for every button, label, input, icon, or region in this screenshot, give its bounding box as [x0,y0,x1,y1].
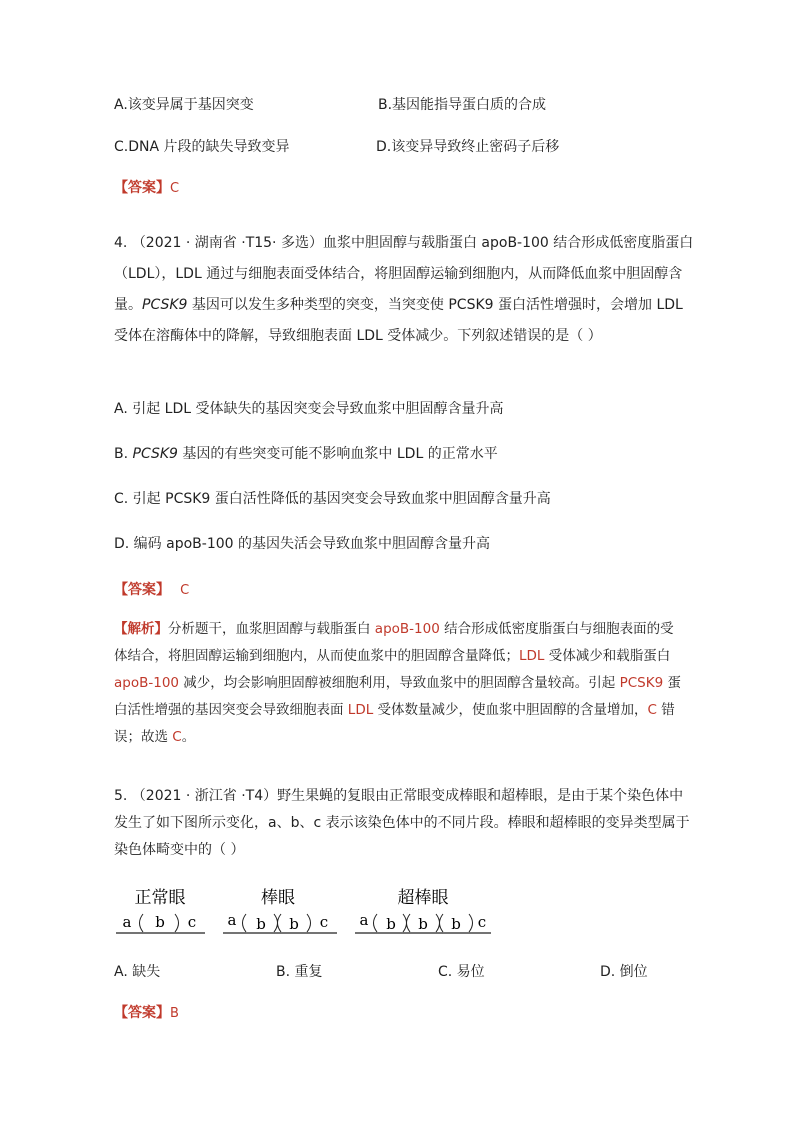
expl-highlight: C [647,702,657,718]
expl-text: 蛋 [663,675,681,691]
segment-label: a [359,911,369,929]
q4-option-b [114,444,498,464]
segment-divider [307,914,311,932]
expl-highlight: LDL [519,648,545,664]
q3-answer [114,177,179,197]
answer-value: C [170,181,180,196]
diagram-title-normal: 正常眼 [134,888,186,908]
segment-label: b [418,915,428,933]
segment-label: c [319,913,329,931]
segment-divider [407,914,411,932]
answer-value: B [170,1006,179,1021]
segment-divider [469,914,473,932]
q4-option-b-prefix: B. [114,446,133,462]
answer-value: C [180,583,190,598]
q4-stem-line4: 受体在溶酶体中的降解，导致细胞表面 LDL 受体减少。下列叙述错误的是（ ） [114,328,602,344]
expl-text: 分析题干，血浆胆固醇与载脂蛋白 [168,621,375,637]
q5-option-a: A. 缺失 [114,964,161,980]
expl-text: 误；故选 [114,729,173,745]
q4-option-a: A. 引起 LDL 受体缺失的基因突变会导致血浆中胆固醇含量升高 [114,401,504,417]
segment-divider [274,914,278,932]
segment-label: b [155,913,165,931]
expl-highlight: apoB-100 [374,621,440,637]
q4-stem-line2: （LDL），LDL 通过与细胞表面受体结合，将胆固醇运输到细胞内，从而降低血浆中胆固醇含 [114,266,683,282]
q4-number: 4. [114,235,132,251]
segment-divider [243,914,247,932]
answer-label: 【答案】 [114,180,170,196]
q4-gene-name: PCSK9 [142,297,188,313]
q5-stem-line2: 发生了如下图所示变化，a、b、c 表示该染色体中的不同片段。棒眼和超棒眼的变异类型属于 [114,815,690,831]
segment-label: a [227,911,237,929]
expl-text: 受体数量减少，使血浆中胆固醇的含量增加， [373,702,648,718]
q3-option-c: C.DNA 片段的缺失导致变异 [114,139,290,155]
q5-stem-line3: 染色体畸变中的（ ） [114,842,245,858]
q5-option-b: B. 重复 [276,964,323,980]
segment-label: c [187,913,197,931]
q5-stem [114,783,690,864]
q4-explanation [114,616,689,751]
segment-label: b [256,915,266,933]
segment-label: a [122,913,132,931]
q4-stem [114,228,694,352]
diagram-title-ultra: 超棒眼 [397,888,449,908]
expl-text: 体结合，将胆固醇运输到细胞内，从而使血浆中的胆固醇含量降低； [114,648,519,664]
q5-stem-line1: 5. （2021 · 浙江省 ·T4）野生果蝇的复眼由正常眼变成棒眼和超棒眼，是由于某个染色体中 [114,788,684,804]
q4-stem-line3b: 基因可以发生多种类型的突变，当突变使 PCSK9 蛋白活性增强时，会增加 LDL [187,297,683,313]
q3-option-b: B.基因能指导蛋白质的合成 [378,97,547,113]
q3-option-a: A.该变异属于基因突变 [114,97,254,113]
q5-option-d: D. 倒位 [600,964,648,980]
segment-label: b [451,915,461,933]
q4-answer [114,579,189,599]
expl-highlight: apoB-100 [114,675,180,691]
q4-option-d: D. 编码 apoB-100 的基因失活会导致血浆中胆固醇含量升高 [114,536,490,552]
q5-answer [114,1002,179,1022]
expl-text: 。 [181,729,196,745]
segment-divider [278,914,282,932]
q4-stem-line1: 血浆中胆固醇与载脂蛋白 apoB-100 结合形成低密度脂蛋白 [322,235,694,251]
expl-text: 错 [656,702,675,718]
q4-option-c: C. 引起 PCSK9 蛋白活性降低的基因突变会导致血浆中胆固醇含量升高 [114,491,551,507]
segment-divider [440,914,444,932]
q5-option-c: C. 易位 [438,964,485,980]
segment-label: c [477,913,487,931]
q3-option-d: D.该变异导致终止密码子后移 [376,139,560,155]
expl-text: 白活性增强的基因突变会导致细胞表面 [114,702,348,718]
answer-label: 【答案】 [114,582,170,598]
q4-source: （2021 · 湖南省 ·T15· 多选） [131,235,323,251]
segment-divider [175,914,179,932]
expl-text: 受体减少和载脂蛋白 [544,648,671,664]
chromosome-diagram [110,880,510,940]
expl-highlight: C [172,729,182,745]
segment-divider [436,914,440,932]
answer-label: 【答案】 [114,1005,170,1021]
q4-option-b-gene: PCSK9 [132,446,178,462]
segment-label: b [289,915,299,933]
q4-stem-line3a: 量。 [114,297,142,313]
q4-option-b-text: 基因的有些突变可能不影响血浆中 LDL 的正常水平 [177,446,498,462]
segment-divider [140,914,144,932]
expl-text: 减少，均会影响胆固醇被细胞利用，导致血浆中的胆固醇含量较高。引起 [179,675,620,691]
segment-divider [374,914,378,932]
segment-label: b [386,915,396,933]
expl-text: 结合形成低密度脂蛋白与细胞表面的受 [439,621,674,637]
expl-highlight: PCSK9 [619,675,664,691]
expl-highlight: LDL [347,702,374,718]
diagram-title-bar: 棒眼 [261,888,295,908]
segment-divider [403,914,407,932]
explanation-label: 【解析】 [114,621,168,637]
